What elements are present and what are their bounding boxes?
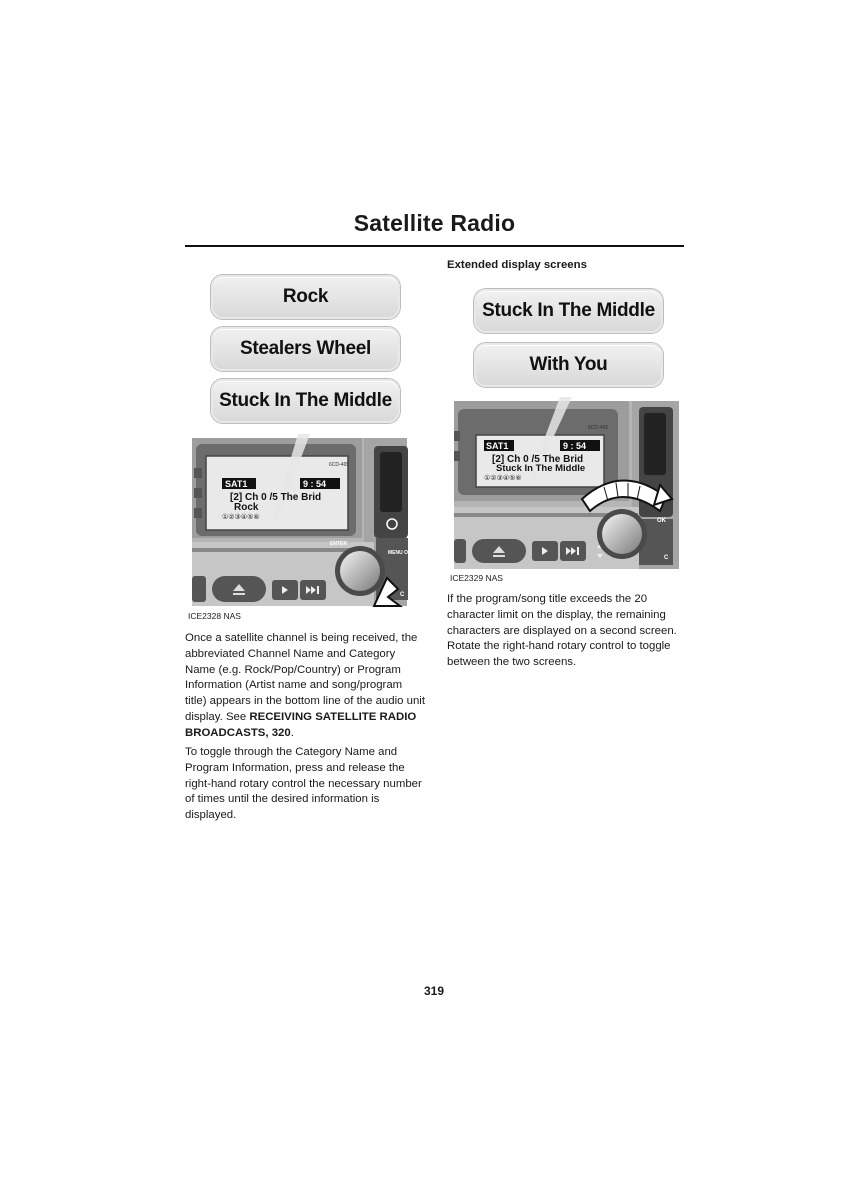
title-rule (185, 245, 684, 247)
display-line1-text-right: [2] Ch 0 /5 The Brid (492, 454, 584, 465)
display-line2-text: Rock (234, 502, 259, 513)
enter-label: ENTER (330, 541, 347, 547)
display-band-text: SAT1 (225, 479, 248, 489)
c-button-label: C (400, 592, 405, 598)
c-button-label-right: C (664, 555, 669, 561)
display-clock-text-right: 9 : 54 (563, 441, 587, 451)
display-presets-text: ①②③④⑤⑥ (222, 513, 260, 521)
audio-unit-left-graphic (192, 438, 412, 606)
paragraph-1-end: . (290, 726, 294, 739)
cross-reference-link[interactable]: RECEIVING SATELLITE RADIO BROADCASTS, 320 (185, 710, 417, 739)
display-line1-text: [2] Ch 0 /5 The Brid (230, 492, 322, 503)
menu-ok-label: MENU OK (388, 550, 412, 556)
figure-caption-left: ICE2328 NAS (188, 611, 241, 621)
display-clock-text: 9 : 54 (303, 479, 327, 489)
paragraph-channel-display (185, 631, 425, 742)
display-band-text-right: SAT1 (486, 441, 509, 451)
page-number: 319 (423, 984, 445, 998)
figure-caption-right: ICE2329 NAS (450, 573, 503, 583)
label-artist: Stealers Wheel (211, 327, 400, 371)
paragraph-toggle-category: To toggle through the Category Name and Program Information, press and release the right-hand rotary control the necessary number of times until the desired information is displayed. (185, 746, 422, 822)
paragraph-extended-display: If the program/song title exceeds the 20 character limit on the display, the remaining characters are displayed on a second screen. Rotate the right-hand rotary control to toggle between the two screens. (447, 593, 677, 669)
display-model-text: 6CD-465 (329, 462, 350, 468)
audio-unit-right-graphic (454, 401, 679, 569)
audio-unit-illustration-right (454, 401, 679, 569)
paragraph-1-text: Once a satellite channel is being received, the abbreviated Channel Name and Category Name (e.g. Rock/Pop/Country) or Program Information (Artist name and song/program title) appears in the bottom line of the audio unit display. See (185, 632, 425, 723)
label-screen-1: Stuck In The Middle (474, 289, 663, 333)
ok-label: OK (657, 518, 666, 524)
page-title: Satellite Radio (353, 210, 516, 236)
audio-unit-illustration-left (192, 438, 412, 606)
display-model-text-right: 6CD-465 (588, 425, 609, 431)
subheading-extended-display: Extended display screens (447, 259, 587, 271)
display-line2-text-right: Stuck In The Middle (496, 463, 586, 474)
label-category: Rock (211, 275, 400, 319)
label-screen-2: With You (474, 343, 663, 387)
display-presets-text-right: ①②③④⑤⑥ (484, 474, 522, 482)
label-song-title: Stuck In The Middle (211, 379, 400, 423)
